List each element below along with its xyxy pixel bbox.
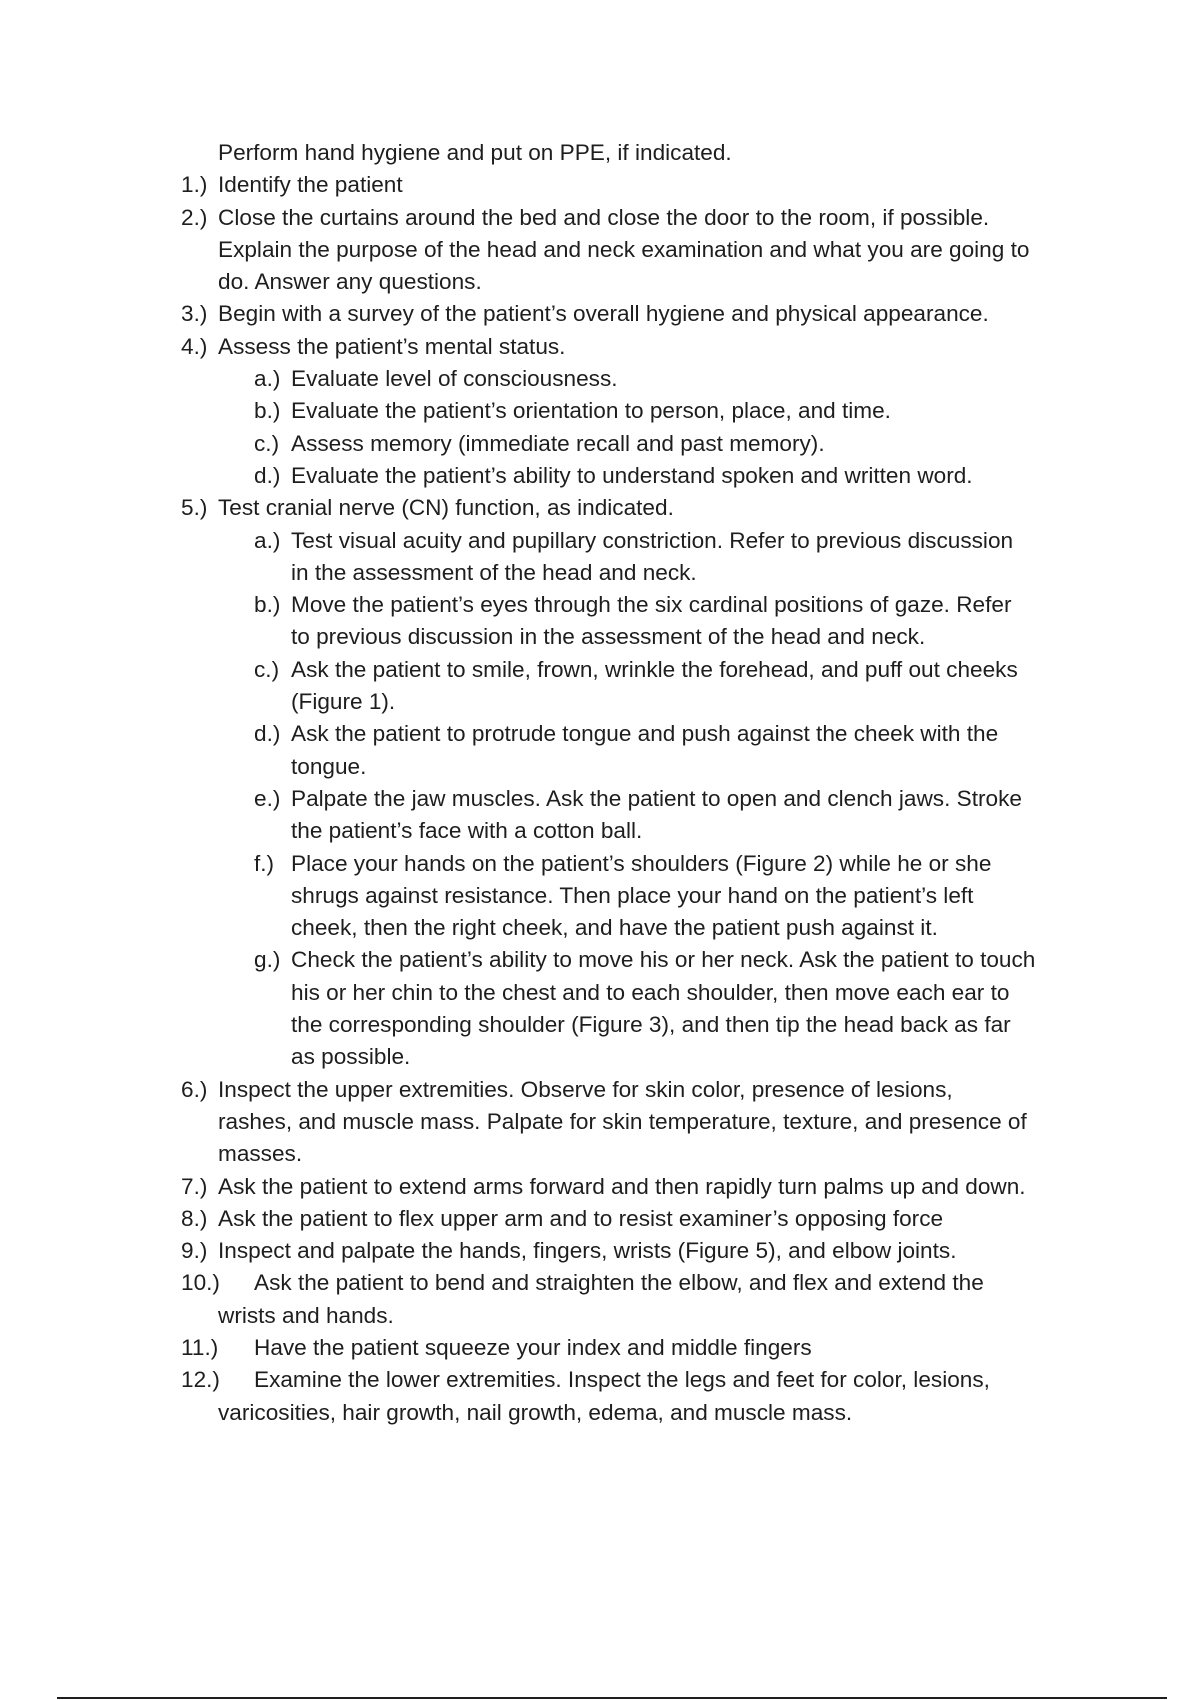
- substep-letter: b.): [254, 592, 281, 618]
- intro-text: Perform hand hygiene and put on PPE, if indicated.: [218, 140, 732, 165]
- list-item-line: [0, 331, 1200, 363]
- sub-item-line: [0, 1041, 1200, 1073]
- substep-text: Move the patient’s eyes through the six cardinal positions of gaze. Refer: [291, 592, 1012, 618]
- substep-text: Ask the patient to protrude tongue and push against the cheek with the: [291, 721, 999, 747]
- step-number: 9.): [181, 1238, 208, 1264]
- step-text: Begin with a survey of the patient’s overall hygiene and physical appearance.: [218, 301, 989, 327]
- substep-text: Evaluate the patient’s ability to understand spoken and written word.: [291, 462, 973, 488]
- list-item-line: [0, 1300, 1200, 1332]
- sub-item-line: [0, 654, 1200, 686]
- list-item-line: [0, 234, 1200, 266]
- sub-item-line: [0, 815, 1200, 847]
- step-text: Inspect the upper extremities. Observe for skin color, presence of lesions,: [218, 1076, 953, 1102]
- substep-text: the corresponding shoulder (Figure 3), and then tip the head back as far: [291, 1012, 1011, 1038]
- sub-item-line: [0, 912, 1200, 944]
- list-item-line: [0, 1203, 1200, 1235]
- substep-text: Evaluate the patient’s orientation to person, place, and time.: [291, 398, 891, 424]
- sub-item-line: [0, 977, 1200, 1009]
- sub-item-line: [0, 848, 1200, 880]
- sub-item-line: [0, 1009, 1200, 1041]
- step-number: 8.): [181, 1205, 208, 1231]
- sub-item-line: [0, 460, 1200, 492]
- step-text: rashes, and muscle mass. Palpate for skin temperature, texture, and presence of: [218, 1108, 1027, 1134]
- list-item-line: [0, 1171, 1200, 1203]
- list-item-line: [0, 266, 1200, 298]
- list-item-line: [0, 1138, 1200, 1170]
- step-text: do. Answer any questions.: [218, 269, 482, 295]
- step-text: Assess the patient’s mental status.: [218, 333, 566, 359]
- step-text: wrists and hands.: [218, 1302, 394, 1328]
- step-text: Ask the patient to bend and straighten the elbow, and flex and extend the: [254, 1270, 984, 1296]
- document-body: [0, 137, 1200, 1429]
- substep-text: (Figure 1).: [291, 689, 396, 715]
- step-text: Ask the patient to flex upper arm and to resist examiner’s opposing force: [218, 1205, 944, 1231]
- list-item-line: [0, 202, 1200, 234]
- list-item-line: [0, 169, 1200, 201]
- sub-item-line: [0, 944, 1200, 976]
- sub-item-line: [0, 589, 1200, 621]
- list-item-line: [0, 492, 1200, 524]
- step-number: 12.): [181, 1367, 220, 1393]
- step-number: 3.): [181, 301, 208, 327]
- substep-letter: a.): [254, 366, 281, 392]
- list-item-line: [0, 1106, 1200, 1138]
- list-item-line: [0, 1364, 1200, 1396]
- substep-text: Check the patient’s ability to move his or her neck. Ask the patient to touch: [291, 947, 1036, 973]
- list-item-line: [0, 1235, 1200, 1267]
- sub-item-line: [0, 621, 1200, 653]
- step-text: Examine the lower extremities. Inspect the legs and feet for color, lesions,: [254, 1367, 990, 1393]
- step-text: Close the curtains around the bed and close the door to the room, if possible.: [218, 204, 990, 230]
- step-text: varicosities, hair growth, nail growth, edema, and muscle mass.: [218, 1399, 853, 1425]
- substep-letter: c.): [254, 430, 280, 456]
- sub-item-line: [0, 428, 1200, 460]
- substep-letter: d.): [254, 721, 281, 747]
- sub-item-line: [0, 686, 1200, 718]
- step-number: 10.): [181, 1270, 220, 1296]
- sub-item-line: [0, 718, 1200, 750]
- substep-text: cheek, then the right cheek, and have the patient push against it.: [291, 915, 938, 941]
- substep-letter: f.): [254, 850, 275, 876]
- sub-item-line: [0, 525, 1200, 557]
- substep-text: Ask the patient to smile, frown, wrinkle the forehead, and puff out cheeks: [291, 656, 1018, 682]
- substep-letter: a.): [254, 527, 281, 553]
- step-text: Test cranial nerve (CN) function, as indicated.: [218, 495, 674, 521]
- sub-item-line: [0, 880, 1200, 912]
- step-number: 11.): [181, 1334, 219, 1360]
- step-text: Identify the patient: [218, 172, 403, 198]
- list-item-line: [0, 1074, 1200, 1106]
- step-text: Inspect and palpate the hands, fingers, wrists (Figure 5), and elbow joints.: [218, 1238, 957, 1264]
- substep-text: tongue.: [291, 753, 367, 779]
- substep-text: Test visual acuity and pupillary constriction. Refer to previous discussion: [291, 527, 1014, 553]
- sub-item-line: [0, 395, 1200, 427]
- step-number: 5.): [181, 495, 208, 521]
- step-number: 4.): [181, 333, 208, 359]
- step-number: 2.): [181, 204, 208, 230]
- substep-letter: g.): [254, 947, 281, 973]
- substep-text: the patient’s face with a cotton ball.: [291, 818, 643, 844]
- substep-letter: e.): [254, 785, 281, 811]
- list-item-line: [0, 1397, 1200, 1429]
- list-item-line: [0, 298, 1200, 330]
- list-item-line: [0, 1332, 1200, 1364]
- step-number: 1.): [181, 172, 208, 198]
- substep-text: in the assessment of the head and neck.: [291, 559, 697, 585]
- sub-item-line: [0, 363, 1200, 395]
- procedure-list: [0, 169, 1200, 1429]
- substep-letter: d.): [254, 462, 281, 488]
- footer-rule: [57, 1697, 1167, 1699]
- step-number: 7.): [181, 1173, 208, 1199]
- sub-item-line: [0, 557, 1200, 589]
- step-text: Ask the patient to extend arms forward and then rapidly turn palms up and down.: [218, 1173, 1026, 1199]
- substep-text: Palpate the jaw muscles. Ask the patient to open and clench jaws. Stroke: [291, 785, 1022, 811]
- substep-text: Evaluate level of consciousness.: [291, 366, 618, 392]
- step-number: 6.): [181, 1076, 208, 1102]
- substep-text: as possible.: [291, 1044, 411, 1070]
- substep-text: to previous discussion in the assessment of the head and neck.: [291, 624, 926, 650]
- sub-item-line: [0, 783, 1200, 815]
- intro-line: [0, 137, 1200, 169]
- substep-letter: b.): [254, 398, 281, 424]
- substep-text: his or her chin to the chest and to each shoulder, then move each ear to: [291, 979, 1010, 1005]
- step-text: Explain the purpose of the head and neck examination and what you are going to: [218, 236, 1030, 262]
- step-text: Have the patient squeeze your index and middle fingers: [254, 1334, 812, 1360]
- substep-letter: c.): [254, 656, 280, 682]
- substep-text: Assess memory (immediate recall and past memory).: [291, 430, 825, 456]
- sub-item-line: [0, 751, 1200, 783]
- substep-text: Place your hands on the patient’s shoulders (Figure 2) while he or she: [291, 850, 992, 876]
- substep-text: shrugs against resistance. Then place your hand on the patient’s left: [291, 882, 974, 908]
- step-text: masses.: [218, 1141, 303, 1167]
- list-item-line: [0, 1267, 1200, 1299]
